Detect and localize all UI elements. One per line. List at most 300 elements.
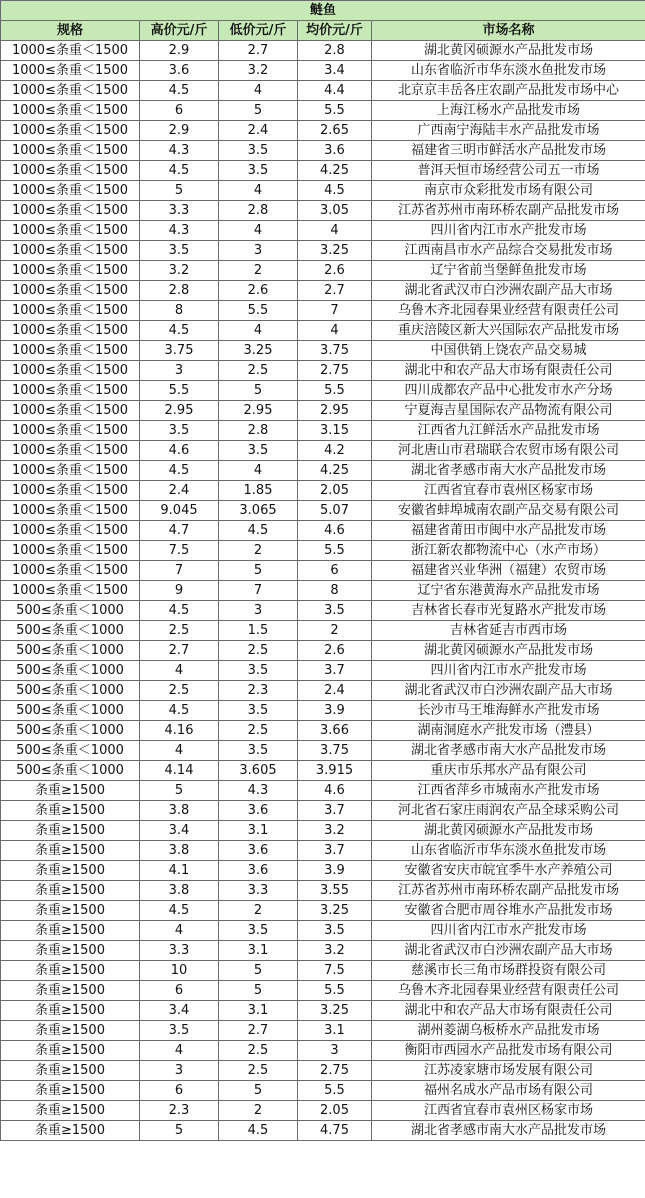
cell-high-price: 4 — [140, 661, 219, 681]
cell-high-price: 2.7 — [140, 641, 219, 661]
cell-high-price: 4.3 — [140, 141, 219, 161]
cell-avg-price: 4.25 — [298, 161, 372, 181]
cell-avg-price: 3.75 — [298, 741, 372, 761]
table-row — [1, 41, 645, 61]
cell-high-price: 3.5 — [140, 421, 219, 441]
cell-low-price: 3.5 — [219, 701, 298, 721]
cell-avg-price: 5.5 — [298, 1081, 372, 1101]
table-row — [1, 521, 645, 541]
table-row — [1, 161, 645, 181]
cell-avg-price: 2.7 — [298, 281, 372, 301]
cell-spec: 1000≤条重＜1500 — [1, 221, 140, 241]
cell-avg-price: 3.915 — [298, 761, 372, 781]
table-row — [1, 81, 645, 101]
cell-avg-price: 2.4 — [298, 681, 372, 701]
cell-spec: 1000≤条重＜1500 — [1, 281, 140, 301]
table-row — [1, 1121, 645, 1141]
cell-spec: 1000≤条重＜1500 — [1, 261, 140, 281]
cell-market-name: 福州名成水产品市场有限公司 — [372, 1081, 645, 1101]
cell-low-price: 2.4 — [219, 121, 298, 141]
cell-avg-price: 4 — [298, 321, 372, 341]
cell-spec: 1000≤条重＜1500 — [1, 201, 140, 221]
cell-avg-price: 2 — [298, 621, 372, 641]
cell-avg-price: 2.95 — [298, 401, 372, 421]
cell-high-price: 7.5 — [140, 541, 219, 561]
cell-high-price: 4.7 — [140, 521, 219, 541]
cell-low-price: 2.5 — [219, 1061, 298, 1081]
cell-spec: 1000≤条重＜1500 — [1, 341, 140, 361]
cell-spec: 条重≥1500 — [1, 1041, 140, 1061]
cell-low-price: 4 — [219, 221, 298, 241]
table-row — [1, 701, 645, 721]
cell-spec: 1000≤条重＜1500 — [1, 101, 140, 121]
cell-high-price: 3.5 — [140, 241, 219, 261]
cell-high-price: 2.9 — [140, 121, 219, 141]
table-row — [1, 961, 645, 981]
cell-high-price: 8 — [140, 301, 219, 321]
cell-high-price: 3.2 — [140, 261, 219, 281]
cell-spec: 1000≤条重＜1500 — [1, 501, 140, 521]
table-row — [1, 841, 645, 861]
table-row — [1, 741, 645, 761]
cell-spec: 条重≥1500 — [1, 1081, 140, 1101]
cell-low-price: 4 — [219, 321, 298, 341]
cell-high-price: 6 — [140, 1081, 219, 1101]
cell-high-price: 3.4 — [140, 1001, 219, 1021]
cell-spec: 1000≤条重＜1500 — [1, 381, 140, 401]
cell-avg-price: 3.2 — [298, 821, 372, 841]
cell-avg-price: 3.6 — [298, 141, 372, 161]
cell-spec: 1000≤条重＜1500 — [1, 301, 140, 321]
table-row — [1, 501, 645, 521]
cell-spec: 1000≤条重＜1500 — [1, 321, 140, 341]
header-low-price: 低价元/斤 — [219, 21, 298, 41]
cell-avg-price: 3.25 — [298, 241, 372, 261]
cell-market-name: 福建省莆田市闽中水产品批发市场 — [372, 521, 645, 541]
cell-spec: 条重≥1500 — [1, 821, 140, 841]
header-avg-price: 均价元/斤 — [298, 21, 372, 41]
cell-market-name: 北京京丰岳各庄农副产品批发市场中心 — [372, 81, 645, 101]
cell-avg-price: 3 — [298, 1041, 372, 1061]
cell-avg-price: 3.9 — [298, 861, 372, 881]
cell-market-name: 四川省内江市水产批发市场 — [372, 221, 645, 241]
cell-market-name: 衡阳市西园水产品批发市场有限公司 — [372, 1041, 645, 1061]
table-row — [1, 881, 645, 901]
cell-spec: 1000≤条重＜1500 — [1, 141, 140, 161]
cell-high-price: 9 — [140, 581, 219, 601]
cell-spec: 条重≥1500 — [1, 841, 140, 861]
table-row — [1, 921, 645, 941]
cell-high-price: 7 — [140, 561, 219, 581]
cell-market-name: 湖北省孝感市南大水产品批发市场 — [372, 1121, 645, 1141]
cell-spec: 1000≤条重＜1500 — [1, 581, 140, 601]
cell-avg-price: 4.6 — [298, 521, 372, 541]
cell-avg-price: 2.05 — [298, 481, 372, 501]
cell-spec: 500≤条重＜1000 — [1, 701, 140, 721]
cell-high-price: 4.6 — [140, 441, 219, 461]
cell-high-price: 3.5 — [140, 1021, 219, 1041]
cell-high-price: 3 — [140, 361, 219, 381]
cell-high-price: 2.4 — [140, 481, 219, 501]
table-row — [1, 901, 645, 921]
table-row — [1, 181, 645, 201]
cell-avg-price: 3.7 — [298, 661, 372, 681]
table-row — [1, 361, 645, 381]
cell-low-price: 2.5 — [219, 721, 298, 741]
cell-high-price: 3.6 — [140, 61, 219, 81]
cell-spec: 条重≥1500 — [1, 801, 140, 821]
cell-market-name: 湖北省孝感市南大水产品批发市场 — [372, 741, 645, 761]
cell-low-price: 3.5 — [219, 921, 298, 941]
cell-high-price: 4.5 — [140, 461, 219, 481]
cell-market-name: 湖北省武汉市白沙洲农副产品大市场 — [372, 281, 645, 301]
cell-spec: 500≤条重＜1000 — [1, 681, 140, 701]
table-row — [1, 661, 645, 681]
table-row — [1, 1021, 645, 1041]
cell-high-price: 4.3 — [140, 221, 219, 241]
cell-avg-price: 8 — [298, 581, 372, 601]
cell-low-price: 3.065 — [219, 501, 298, 521]
cell-avg-price: 2.75 — [298, 1061, 372, 1081]
cell-market-name: 湖南洞庭水产批发市场（澧县） — [372, 721, 645, 741]
cell-market-name: 湖北黄冈硕源水产品批发市场 — [372, 41, 645, 61]
cell-spec: 500≤条重＜1000 — [1, 741, 140, 761]
table-row — [1, 461, 645, 481]
table-row — [1, 1061, 645, 1081]
cell-market-name: 乌鲁木齐北园春果业经营有限责任公司 — [372, 301, 645, 321]
cell-low-price: 3.1 — [219, 821, 298, 841]
cell-spec: 1000≤条重＜1500 — [1, 161, 140, 181]
table-body — [1, 41, 645, 1141]
table-row — [1, 981, 645, 1001]
cell-spec: 条重≥1500 — [1, 781, 140, 801]
table-row — [1, 1101, 645, 1121]
cell-market-name: 安徽省安庆市皖宜季牛水产养殖公司 — [372, 861, 645, 881]
cell-high-price: 6 — [140, 981, 219, 1001]
cell-market-name: 湖北省武汉市白沙洲农副产品大市场 — [372, 681, 645, 701]
cell-avg-price: 3.7 — [298, 801, 372, 821]
cell-market-name: 福建省三明市鲜活水产品批发市场 — [372, 141, 645, 161]
cell-market-name: 浙江新农都物流中心（水产市场） — [372, 541, 645, 561]
table-row — [1, 321, 645, 341]
cell-market-name: 湖北省孝感市南大水产品批发市场 — [372, 461, 645, 481]
cell-spec: 条重≥1500 — [1, 1021, 140, 1041]
cell-spec: 条重≥1500 — [1, 881, 140, 901]
table-row — [1, 721, 645, 741]
cell-market-name: 江西省宜春市袁州区杨家市场 — [372, 1101, 645, 1121]
cell-market-name: 上海江杨水产品批发市场 — [372, 101, 645, 121]
table-row — [1, 441, 645, 461]
cell-spec: 1000≤条重＜1500 — [1, 61, 140, 81]
cell-low-price: 3.5 — [219, 141, 298, 161]
table-row — [1, 761, 645, 781]
cell-avg-price: 5.5 — [298, 541, 372, 561]
cell-low-price: 3 — [219, 601, 298, 621]
cell-high-price: 5 — [140, 1121, 219, 1141]
cell-high-price: 9.045 — [140, 501, 219, 521]
cell-spec: 1000≤条重＜1500 — [1, 41, 140, 61]
cell-low-price: 2.5 — [219, 1041, 298, 1061]
cell-market-name: 宁夏海吉星国际农产品物流有限公司 — [372, 401, 645, 421]
cell-market-name: 长沙市马王堆海鲜水产批发市场 — [372, 701, 645, 721]
cell-spec: 1000≤条重＜1500 — [1, 81, 140, 101]
cell-avg-price: 5.5 — [298, 981, 372, 1001]
cell-market-name: 湖北中和农产品大市场有限责任公司 — [372, 361, 645, 381]
cell-avg-price: 3.75 — [298, 341, 372, 361]
cell-spec: 1000≤条重＜1500 — [1, 181, 140, 201]
cell-avg-price: 4.6 — [298, 781, 372, 801]
cell-low-price: 4.5 — [219, 1121, 298, 1141]
cell-avg-price: 2.6 — [298, 261, 372, 281]
cell-market-name: 河北省石家庄雨润农产品全球采购公司 — [372, 801, 645, 821]
header-spec: 规格 — [1, 21, 140, 41]
cell-low-price: 3.6 — [219, 841, 298, 861]
cell-low-price: 4.5 — [219, 521, 298, 541]
cell-market-name: 江西省宜春市袁州区杨家市场 — [372, 481, 645, 501]
cell-spec: 500≤条重＜1000 — [1, 641, 140, 661]
cell-market-name: 南京市众彩批发市场有限公司 — [372, 181, 645, 201]
cell-spec: 1000≤条重＜1500 — [1, 481, 140, 501]
cell-avg-price: 5.5 — [298, 381, 372, 401]
cell-avg-price: 3.25 — [298, 1001, 372, 1021]
cell-low-price: 5 — [219, 381, 298, 401]
cell-low-price: 3.605 — [219, 761, 298, 781]
cell-market-name: 江西省九江鲜活水产品批发市场 — [372, 421, 645, 441]
cell-high-price: 4.1 — [140, 861, 219, 881]
cell-avg-price: 7 — [298, 301, 372, 321]
cell-high-price: 3.4 — [140, 821, 219, 841]
cell-low-price: 4 — [219, 461, 298, 481]
cell-low-price: 3 — [219, 241, 298, 261]
cell-low-price: 5 — [219, 981, 298, 1001]
table-row — [1, 941, 645, 961]
cell-avg-price: 4.75 — [298, 1121, 372, 1141]
cell-market-name: 福建省兴业华洲（福建）农贸市场 — [372, 561, 645, 581]
table-row — [1, 781, 645, 801]
cell-avg-price: 4.5 — [298, 181, 372, 201]
cell-high-price: 3.8 — [140, 841, 219, 861]
cell-market-name: 重庆涪陵区新大兴国际农产品批发市场 — [372, 321, 645, 341]
cell-market-name: 四川省内江市水产批发市场 — [372, 661, 645, 681]
cell-low-price: 3.2 — [219, 61, 298, 81]
cell-avg-price: 3.55 — [298, 881, 372, 901]
table-row — [1, 641, 645, 661]
cell-low-price: 5 — [219, 961, 298, 981]
cell-low-price: 1.85 — [219, 481, 298, 501]
cell-avg-price: 3.2 — [298, 941, 372, 961]
cell-spec: 条重≥1500 — [1, 921, 140, 941]
cell-market-name: 湖州菱湖乌板桥水产品批发市场 — [372, 1021, 645, 1041]
cell-spec: 1000≤条重＜1500 — [1, 121, 140, 141]
cell-market-name: 吉林省延吉市西市场 — [372, 621, 645, 641]
cell-avg-price: 4.4 — [298, 81, 372, 101]
cell-high-price: 2.8 — [140, 281, 219, 301]
cell-spec: 1000≤条重＜1500 — [1, 561, 140, 581]
cell-market-name: 江西省萍乡市城南水产批发市场 — [372, 781, 645, 801]
cell-high-price: 2.5 — [140, 681, 219, 701]
table-row — [1, 621, 645, 641]
cell-low-price: 2.6 — [219, 281, 298, 301]
cell-spec: 条重≥1500 — [1, 861, 140, 881]
cell-avg-price: 3.05 — [298, 201, 372, 221]
cell-low-price: 2.8 — [219, 421, 298, 441]
cell-avg-price: 3.4 — [298, 61, 372, 81]
cell-low-price: 7 — [219, 581, 298, 601]
cell-avg-price: 2.65 — [298, 121, 372, 141]
header-market-name: 市场名称 — [372, 21, 645, 41]
table-row — [1, 481, 645, 501]
cell-market-name: 普洱天恒市场经营公司五一市场 — [372, 161, 645, 181]
cell-avg-price: 2.75 — [298, 361, 372, 381]
cell-high-price: 2.95 — [140, 401, 219, 421]
cell-avg-price: 4 — [298, 221, 372, 241]
cell-market-name: 湖北中和农产品大市场有限责任公司 — [372, 1001, 645, 1021]
table-row — [1, 681, 645, 701]
cell-market-name: 四川省内江市水产批发市场 — [372, 921, 645, 941]
cell-spec: 500≤条重＜1000 — [1, 761, 140, 781]
cell-spec: 1000≤条重＜1500 — [1, 401, 140, 421]
cell-high-price: 4.14 — [140, 761, 219, 781]
cell-high-price: 3.75 — [140, 341, 219, 361]
cell-spec: 条重≥1500 — [1, 961, 140, 981]
cell-spec: 条重≥1500 — [1, 901, 140, 921]
cell-market-name: 辽宁省前当堡鲜鱼批发市场 — [372, 261, 645, 281]
cell-low-price: 2 — [219, 261, 298, 281]
table-row — [1, 201, 645, 221]
cell-avg-price: 2.05 — [298, 1101, 372, 1121]
cell-market-name: 慈溪市长三角市场群投资有限公司 — [372, 961, 645, 981]
cell-high-price: 3.8 — [140, 881, 219, 901]
cell-spec: 500≤条重＜1000 — [1, 621, 140, 641]
table-title: 鲢鱼 — [1, 1, 645, 21]
cell-avg-price: 4.25 — [298, 461, 372, 481]
table-row — [1, 261, 645, 281]
cell-market-name: 吉林省长春市光复路水产批发市场 — [372, 601, 645, 621]
cell-high-price: 4.16 — [140, 721, 219, 741]
table-row — [1, 1001, 645, 1021]
cell-high-price: 4.5 — [140, 601, 219, 621]
cell-market-name: 湖北黄冈硕源水产品批发市场 — [372, 821, 645, 841]
cell-spec: 1000≤条重＜1500 — [1, 461, 140, 481]
header-row — [1, 21, 645, 41]
header-high-price: 高价元/斤 — [140, 21, 219, 41]
cell-spec: 条重≥1500 — [1, 941, 140, 961]
cell-avg-price: 6 — [298, 561, 372, 581]
cell-low-price: 3.6 — [219, 861, 298, 881]
cell-market-name: 重庆市乐邦水产品有限公司 — [372, 761, 645, 781]
table-row — [1, 61, 645, 81]
cell-low-price: 2.3 — [219, 681, 298, 701]
cell-avg-price: 3.9 — [298, 701, 372, 721]
cell-low-price: 5 — [219, 1081, 298, 1101]
cell-avg-price: 5.5 — [298, 101, 372, 121]
table-row — [1, 821, 645, 841]
cell-low-price: 4 — [219, 181, 298, 201]
cell-market-name: 江苏凌家塘市场发展有限公司 — [372, 1061, 645, 1081]
cell-market-name: 广西南宁海陆丰水产品批发市场 — [372, 121, 645, 141]
cell-low-price: 5.5 — [219, 301, 298, 321]
cell-market-name: 山东省临沂市华东淡水鱼批发市场 — [372, 841, 645, 861]
cell-low-price: 2.8 — [219, 201, 298, 221]
cell-market-name: 安徽省蚌埠城南农副产品交易有限公司 — [372, 501, 645, 521]
cell-high-price: 4 — [140, 1041, 219, 1061]
cell-avg-price: 2.6 — [298, 641, 372, 661]
cell-high-price: 3.8 — [140, 801, 219, 821]
cell-low-price: 3.5 — [219, 661, 298, 681]
table-row — [1, 1081, 645, 1101]
cell-low-price: 4.3 — [219, 781, 298, 801]
table-row — [1, 801, 645, 821]
cell-avg-price: 3.25 — [298, 901, 372, 921]
cell-high-price: 4 — [140, 741, 219, 761]
cell-market-name: 湖北省武汉市白沙洲农副产品大市场 — [372, 941, 645, 961]
cell-low-price: 3.25 — [219, 341, 298, 361]
cell-avg-price: 3.66 — [298, 721, 372, 741]
cell-low-price: 2 — [219, 901, 298, 921]
cell-spec: 条重≥1500 — [1, 1121, 140, 1141]
cell-high-price: 2.3 — [140, 1101, 219, 1121]
cell-spec: 500≤条重＜1000 — [1, 721, 140, 741]
cell-low-price: 4 — [219, 81, 298, 101]
cell-low-price: 2 — [219, 1101, 298, 1121]
cell-market-name: 江西南昌市水产品综合交易批发市场 — [372, 241, 645, 261]
cell-low-price: 3.5 — [219, 741, 298, 761]
cell-high-price: 4.5 — [140, 901, 219, 921]
table-row — [1, 581, 645, 601]
cell-low-price: 2.5 — [219, 361, 298, 381]
table-row — [1, 341, 645, 361]
cell-avg-price: 5.07 — [298, 501, 372, 521]
cell-market-name: 中国供销上饶农产品交易城 — [372, 341, 645, 361]
cell-spec: 1000≤条重＜1500 — [1, 241, 140, 261]
cell-spec: 500≤条重＜1000 — [1, 601, 140, 621]
cell-high-price: 4.5 — [140, 81, 219, 101]
table-row — [1, 101, 645, 121]
cell-market-name: 湖北黄冈硕源水产品批发市场 — [372, 641, 645, 661]
table-row — [1, 601, 645, 621]
cell-spec: 条重≥1500 — [1, 1001, 140, 1021]
cell-high-price: 5 — [140, 781, 219, 801]
cell-spec: 1000≤条重＜1500 — [1, 361, 140, 381]
cell-spec: 1000≤条重＜1500 — [1, 521, 140, 541]
table-row — [1, 1041, 645, 1061]
cell-avg-price: 3.5 — [298, 601, 372, 621]
cell-market-name: 四川成都农产品中心批发市水产分场 — [372, 381, 645, 401]
cell-low-price: 2.7 — [219, 41, 298, 61]
cell-market-name: 乌鲁木齐北园春果业经营有限责任公司 — [372, 981, 645, 1001]
table-row — [1, 121, 645, 141]
cell-low-price: 3.1 — [219, 1001, 298, 1021]
cell-high-price: 6 — [140, 101, 219, 121]
cell-low-price: 5 — [219, 101, 298, 121]
cell-low-price: 5 — [219, 561, 298, 581]
cell-avg-price: 3.1 — [298, 1021, 372, 1041]
cell-avg-price: 3.7 — [298, 841, 372, 861]
cell-market-name: 江苏省苏州市南环桥农副产品批发市场 — [372, 201, 645, 221]
cell-low-price: 3.1 — [219, 941, 298, 961]
cell-high-price: 2.5 — [140, 621, 219, 641]
cell-market-name: 辽宁省东港黄海水产品批发市场 — [372, 581, 645, 601]
cell-spec: 1000≤条重＜1500 — [1, 541, 140, 561]
table-row — [1, 241, 645, 261]
cell-low-price: 2.7 — [219, 1021, 298, 1041]
table-row — [1, 861, 645, 881]
table-row — [1, 381, 645, 401]
table-row — [1, 301, 645, 321]
title-row — [1, 1, 645, 21]
cell-high-price: 3 — [140, 1061, 219, 1081]
table-row — [1, 561, 645, 581]
